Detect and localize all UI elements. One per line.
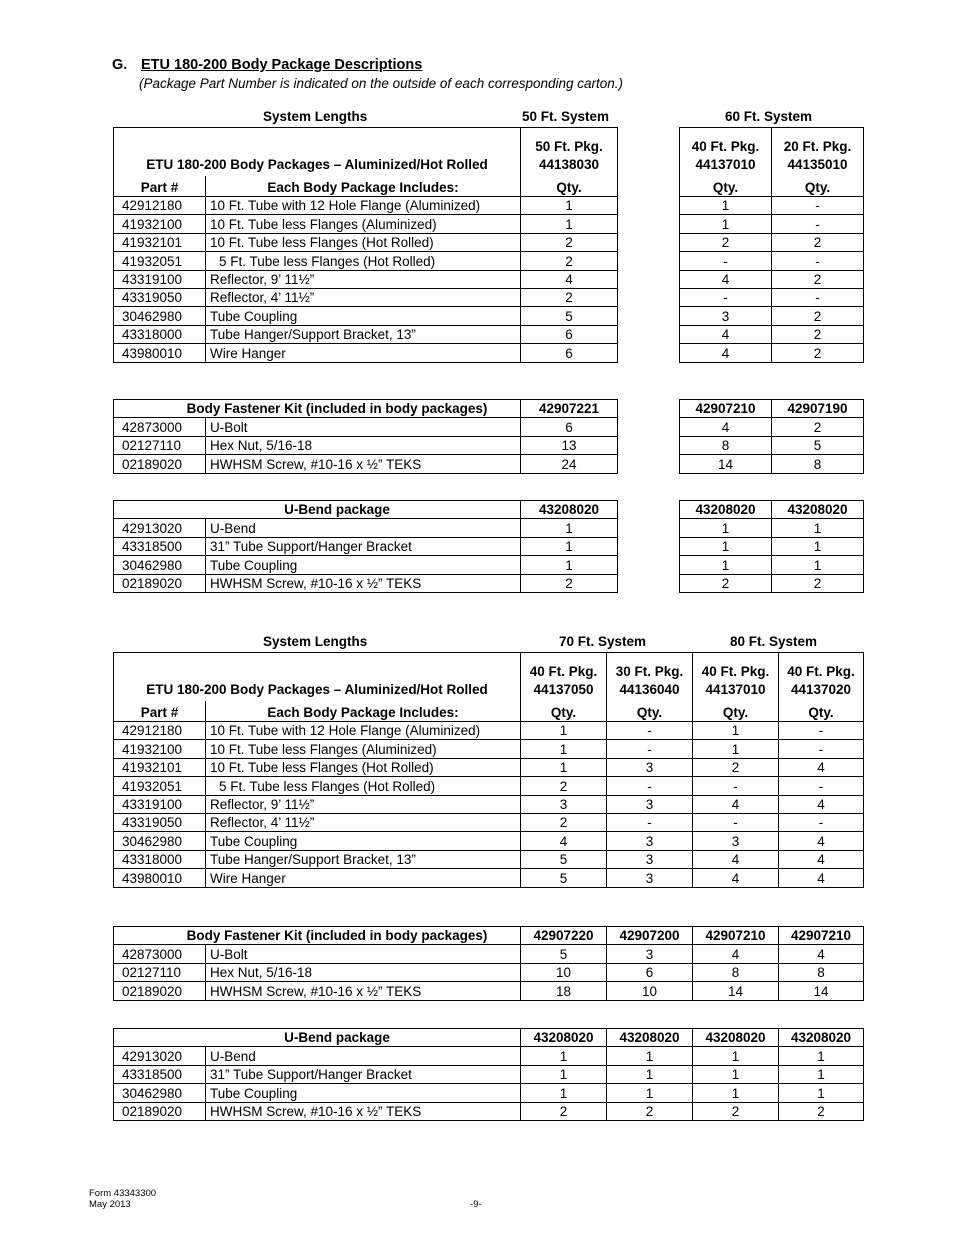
table-row <box>114 436 864 454</box>
fastener-kit-table-1 <box>113 399 864 474</box>
qty-cell: 1 <box>772 519 864 537</box>
part-number: 02189020 <box>114 982 206 1000</box>
qty-cell: 1 <box>693 740 779 758</box>
gap-cell <box>618 325 680 343</box>
part-number: 02189020 <box>114 455 206 473</box>
part-description: 10 Ft. Tube less Flanges (Aluminized) <box>206 740 521 758</box>
kit-part-number: 43208020 <box>693 1029 779 1047</box>
part-number: 43980010 <box>114 344 206 362</box>
qty-cell: 4 <box>779 850 864 868</box>
table-row <box>114 556 864 574</box>
qty-cell: 1 <box>693 1047 779 1065</box>
qty-cell: 2 <box>693 1102 779 1120</box>
qty-cell: 4 <box>680 344 772 362</box>
part-description: Reflector, 9’ 11½” <box>206 795 521 813</box>
part-description: HWHSM Screw, #10-16 x ½” TEKS <box>206 982 521 1000</box>
gap-cell <box>618 270 680 288</box>
table-row <box>114 722 864 740</box>
part-number: 43319100 <box>114 270 206 288</box>
qty-cell: 3 <box>607 869 693 887</box>
qty-cell: 2 <box>772 344 864 362</box>
section-note: (Package Part Number is indicated on the outside of each corresponding carton.) <box>139 76 624 91</box>
qty-cell: 1 <box>680 519 772 537</box>
package-header-row <box>114 653 864 702</box>
qty-cell: 4 <box>779 869 864 887</box>
part-number: 30462980 <box>114 1084 206 1102</box>
part-number: 43319050 <box>114 813 206 831</box>
qty-cell: - <box>693 777 779 795</box>
table-row <box>114 869 864 887</box>
fastener-header-row <box>114 400 864 418</box>
qty-cell: 1 <box>779 1065 864 1083</box>
table-row <box>114 832 864 850</box>
part-number: 30462980 <box>114 307 206 325</box>
table-row <box>114 537 864 555</box>
part-description: HWHSM Screw, #10-16 x ½” TEKS <box>206 455 521 473</box>
gap-cell <box>618 252 680 270</box>
body-packages-title: ETU 180-200 Body Packages – Aluminized/Hot Rolled <box>114 653 521 702</box>
part-description: 10 Ft. Tube with 12 Hole Flange (Aluminized) <box>206 722 521 740</box>
qty-cell: - <box>779 740 864 758</box>
qty-cell: 3 <box>680 307 772 325</box>
qty-cell: 2 <box>607 1102 693 1120</box>
part-description: 5 Ft. Tube less Flanges (Hot Rolled) <box>206 777 521 795</box>
qty-cell: 3 <box>607 850 693 868</box>
qty-cell: 1 <box>521 722 607 740</box>
qty-cell: 1 <box>680 537 772 555</box>
qty-cell: 14 <box>680 455 772 473</box>
table-row <box>114 455 864 473</box>
gap-cell <box>618 344 680 362</box>
part-description: 10 Ft. Tube with 12 Hole Flange (Aluminized) <box>206 197 521 215</box>
kit-part-number: 42907220 <box>521 927 607 945</box>
qty-cell: - <box>607 777 693 795</box>
qty-cell: 1 <box>607 1084 693 1102</box>
qty-cell: 2 <box>521 1102 607 1120</box>
qty-header: Qty. <box>680 176 772 197</box>
fastener-kit-title: Body Fastener Kit (included in body packages) <box>114 400 521 418</box>
fastener-kit-table-2 <box>113 926 864 1001</box>
system-group-label: 80 Ft. System <box>730 634 818 649</box>
qty-cell: 2 <box>680 574 772 592</box>
qty-cell: 4 <box>779 945 864 963</box>
qty-cell: 1 <box>607 1047 693 1065</box>
qty-cell: 4 <box>779 795 864 813</box>
part-number: 43318500 <box>114 1065 206 1083</box>
gap-cell <box>618 519 680 537</box>
qty-cell: 1 <box>521 197 618 215</box>
qty-cell: 4 <box>521 270 618 288</box>
package-header: 50 Ft. Pkg. 44138030 <box>521 128 618 177</box>
kit-part-number: 42907210 <box>693 927 779 945</box>
qty-cell: 1 <box>521 519 618 537</box>
qty-cell: 4 <box>693 795 779 813</box>
qty-cell: 5 <box>521 869 607 887</box>
part-number: 43318000 <box>114 850 206 868</box>
qty-cell: 4 <box>693 869 779 887</box>
qty-cell: 1 <box>521 1084 607 1102</box>
part-description: HWHSM Screw, #10-16 x ½” TEKS <box>206 1102 521 1120</box>
qty-cell: 2 <box>521 233 618 251</box>
body-packages-table-1 <box>113 127 864 363</box>
kit-part-number: 43208020 <box>607 1029 693 1047</box>
qty-cell: 4 <box>779 832 864 850</box>
fastener-header-row <box>114 927 864 945</box>
part-description: Reflector, 4’ 11½” <box>206 813 521 831</box>
qty-cell: 2 <box>521 813 607 831</box>
qty-cell: 3 <box>607 795 693 813</box>
qty-cell: 8 <box>779 963 864 981</box>
qty-cell: 1 <box>693 722 779 740</box>
qty-cell: 8 <box>680 436 772 454</box>
qty-cell: 4 <box>693 850 779 868</box>
qty-cell: 1 <box>680 556 772 574</box>
qty-header: Qty. <box>521 701 607 722</box>
ubend-title: U-Bend package <box>114 501 521 519</box>
part-number: 43318000 <box>114 325 206 343</box>
package-header-row <box>114 128 864 177</box>
qty-cell: 2 <box>521 252 618 270</box>
qty-cell: 1 <box>772 537 864 555</box>
part-number: 43980010 <box>114 869 206 887</box>
qty-cell: 8 <box>772 455 864 473</box>
qty-cell: 2 <box>521 288 618 306</box>
ubend-header-row <box>114 501 864 519</box>
part-number: 43319050 <box>114 288 206 306</box>
table-row <box>114 758 864 776</box>
qty-cell: - <box>779 777 864 795</box>
qty-cell: 14 <box>693 982 779 1000</box>
gap-cell <box>618 436 680 454</box>
table-row <box>114 1047 864 1065</box>
part-description: Tube Hanger/Support Bracket, 13” <box>206 325 521 343</box>
gap-cell <box>618 574 680 592</box>
table-row <box>114 270 864 288</box>
part-number: 02189020 <box>114 574 206 592</box>
part-number: 02189020 <box>114 1102 206 1120</box>
table-row <box>114 963 864 981</box>
table-row <box>114 777 864 795</box>
qty-cell: 2 <box>521 777 607 795</box>
part-description: Tube Coupling <box>206 307 521 325</box>
qty-header: Qty. <box>693 701 779 722</box>
kit-part-number: 42907210 <box>779 927 864 945</box>
part-description: HWHSM Screw, #10-16 x ½” TEKS <box>206 574 521 592</box>
qty-header: Qty. <box>607 701 693 722</box>
qty-cell: 1 <box>521 758 607 776</box>
table-row <box>114 288 864 306</box>
qty-cell: - <box>607 740 693 758</box>
qty-cell: 2 <box>779 1102 864 1120</box>
qty-cell: 1 <box>521 1065 607 1083</box>
kit-part-number: 43208020 <box>772 501 864 519</box>
package-header: 30 Ft. Pkg. 44136040 <box>607 653 693 702</box>
part-number: 42913020 <box>114 1047 206 1065</box>
table-row <box>114 307 864 325</box>
qty-cell: 4 <box>693 945 779 963</box>
part-description: 31” Tube Support/Hanger Bracket <box>206 537 521 555</box>
system-lengths-label: System Lengths <box>263 109 368 124</box>
gap-cell <box>618 400 680 418</box>
part-description: 10 Ft. Tube less Flanges (Hot Rolled) <box>206 758 521 776</box>
part-number: 42913020 <box>114 519 206 537</box>
qty-cell: - <box>680 288 772 306</box>
part-number: 02127110 <box>114 963 206 981</box>
table-row <box>114 740 864 758</box>
qty-cell: 2 <box>772 574 864 592</box>
qty-cell: - <box>693 813 779 831</box>
table-row <box>114 344 864 362</box>
qty-cell: 1 <box>680 215 772 233</box>
qty-cell: 3 <box>607 832 693 850</box>
qty-cell: 1 <box>680 197 772 215</box>
qty-cell: 1 <box>521 740 607 758</box>
table-row <box>114 325 864 343</box>
qty-cell: - <box>607 722 693 740</box>
part-description: Tube Hanger/Support Bracket, 13” <box>206 850 521 868</box>
qty-cell: 8 <box>693 963 779 981</box>
gap-cell <box>618 501 680 519</box>
part-description: Tube Coupling <box>206 556 521 574</box>
part-description: U-Bend <box>206 1047 521 1065</box>
table-row <box>114 850 864 868</box>
part-description: 10 Ft. Tube less Flanges (Hot Rolled) <box>206 233 521 251</box>
qty-cell: 2 <box>521 574 618 592</box>
ubend-header-row <box>114 1029 864 1047</box>
qty-cell: 1 <box>521 1047 607 1065</box>
table-row <box>114 813 864 831</box>
qty-cell: 5 <box>772 436 864 454</box>
kit-part-number: 43208020 <box>680 501 772 519</box>
form-number: Form 43343300 <box>89 1188 157 1199</box>
kit-part-number: 42907210 <box>680 400 772 418</box>
section-heading <box>112 57 422 73</box>
qty-cell: 6 <box>521 418 618 436</box>
part-description: 10 Ft. Tube less Flanges (Aluminized) <box>206 215 521 233</box>
part-number: 30462980 <box>114 832 206 850</box>
part-number: 41932051 <box>114 252 206 270</box>
part-number: 42873000 <box>114 945 206 963</box>
system-group-label: 50 Ft. System <box>522 109 610 124</box>
gap-cell <box>618 128 680 177</box>
part-description: Wire Hanger <box>206 869 521 887</box>
system-group-label: 70 Ft. System <box>559 634 647 649</box>
part-description: Wire Hanger <box>206 344 521 362</box>
kit-part-number: 42907190 <box>772 400 864 418</box>
body-packages-title: ETU 180-200 Body Packages – Aluminized/Hot Rolled <box>114 128 521 177</box>
gap-cell <box>618 455 680 473</box>
qty-header: Qty. <box>521 176 618 197</box>
section-title: ETU 180-200 Body Package Descriptions <box>141 57 423 73</box>
qty-cell: - <box>772 197 864 215</box>
part-number: 43318500 <box>114 537 206 555</box>
table-row <box>114 252 864 270</box>
footer-left <box>89 1188 156 1210</box>
qty-cell: 3 <box>693 832 779 850</box>
part-description: Hex Nut, 5/16-18 <box>206 963 521 981</box>
qty-cell: 1 <box>693 1065 779 1083</box>
table-row <box>114 215 864 233</box>
part-number: 42912180 <box>114 722 206 740</box>
part-description: 31” Tube Support/Hanger Bracket <box>206 1065 521 1083</box>
qty-cell: 1 <box>521 215 618 233</box>
table-row <box>114 1102 864 1120</box>
qty-cell: - <box>607 813 693 831</box>
part-number: 30462980 <box>114 556 206 574</box>
kit-part-number: 43208020 <box>521 501 618 519</box>
qty-cell: 4 <box>680 270 772 288</box>
qty-cell: 5 <box>521 307 618 325</box>
part-number: 42912180 <box>114 197 206 215</box>
package-header: 20 Ft. Pkg. 44135010 <box>772 128 864 177</box>
qty-cell: 2 <box>772 418 864 436</box>
page-number: -9- <box>470 1199 482 1210</box>
gap-cell <box>618 288 680 306</box>
kit-part-number: 42907200 <box>607 927 693 945</box>
qty-cell: 13 <box>521 436 618 454</box>
section-letter: G. <box>112 57 128 73</box>
table-row <box>114 945 864 963</box>
qty-cell: 2 <box>680 233 772 251</box>
qty-cell: 2 <box>772 233 864 251</box>
gap-cell <box>618 418 680 436</box>
qty-cell: 3 <box>607 945 693 963</box>
part-number: 41932101 <box>114 233 206 251</box>
qty-cell: 4 <box>521 832 607 850</box>
qty-cell: 3 <box>607 758 693 776</box>
part-number: 41932051 <box>114 777 206 795</box>
gap-cell <box>618 197 680 215</box>
kit-part-number: 43208020 <box>779 1029 864 1047</box>
part-column-header: Part # <box>114 176 206 197</box>
form-date: May 2013 <box>89 1199 131 1210</box>
qty-cell: 1 <box>779 1084 864 1102</box>
gap-cell <box>618 556 680 574</box>
body-packages-table-2 <box>113 652 864 888</box>
part-description: Reflector, 4’ 11½” <box>206 288 521 306</box>
kit-part-number: 43208020 <box>521 1029 607 1047</box>
table-row <box>114 197 864 215</box>
qty-cell: - <box>772 288 864 306</box>
qty-cell: - <box>779 722 864 740</box>
qty-cell: 5 <box>521 850 607 868</box>
qty-cell: 24 <box>521 455 618 473</box>
includes-column-header: Each Body Package Includes: <box>206 701 521 722</box>
qty-cell: 1 <box>521 556 618 574</box>
qty-header: Qty. <box>779 701 864 722</box>
qty-cell: 2 <box>772 307 864 325</box>
table-row <box>114 1065 864 1083</box>
qty-cell: 3 <box>521 795 607 813</box>
fastener-kit-title: Body Fastener Kit (included in body packages) <box>114 927 521 945</box>
qty-cell: 6 <box>521 325 618 343</box>
package-header: 40 Ft. Pkg. 44137020 <box>779 653 864 702</box>
gap-cell <box>618 233 680 251</box>
qty-cell: 4 <box>680 418 772 436</box>
gap-cell <box>618 537 680 555</box>
qty-cell: 6 <box>521 344 618 362</box>
qty-cell: 10 <box>607 982 693 1000</box>
system-lengths-label: System Lengths <box>263 634 368 649</box>
table-row <box>114 982 864 1000</box>
part-description: Reflector, 9’ 11½” <box>206 270 521 288</box>
part-number: 02127110 <box>114 436 206 454</box>
package-header: 40 Ft. Pkg. 44137010 <box>680 128 772 177</box>
qty-cell: 2 <box>772 270 864 288</box>
qty-cell: 6 <box>607 963 693 981</box>
qty-cell: - <box>772 252 864 270</box>
includes-column-header: Each Body Package Includes: <box>206 176 521 197</box>
part-description: U-Bolt <box>206 945 521 963</box>
part-description: U-Bolt <box>206 418 521 436</box>
table-row <box>114 795 864 813</box>
qty-cell: 1 <box>607 1065 693 1083</box>
gap-cell <box>618 215 680 233</box>
qty-cell: 1 <box>779 1047 864 1065</box>
ubend-title: U-Bend package <box>114 1029 521 1047</box>
part-column-header: Part # <box>114 701 206 722</box>
qty-cell: 10 <box>521 963 607 981</box>
kit-part-number: 42907221 <box>521 400 618 418</box>
qty-cell: 14 <box>779 982 864 1000</box>
qty-cell: 4 <box>779 758 864 776</box>
package-header: 40 Ft. Pkg. 44137050 <box>521 653 607 702</box>
table-row <box>114 574 864 592</box>
part-description: U-Bend <box>206 519 521 537</box>
package-header: 40 Ft. Pkg. 44137010 <box>693 653 779 702</box>
qty-cell: 2 <box>693 758 779 776</box>
gap-cell <box>618 307 680 325</box>
column-header-row <box>114 176 864 197</box>
table-row <box>114 1084 864 1102</box>
table-row <box>114 519 864 537</box>
qty-header: Qty. <box>772 176 864 197</box>
qty-cell: - <box>779 813 864 831</box>
part-number: 43319100 <box>114 795 206 813</box>
part-number: 41932100 <box>114 215 206 233</box>
part-description: 5 Ft. Tube less Flanges (Hot Rolled) <box>206 252 521 270</box>
qty-cell: 1 <box>521 537 618 555</box>
qty-cell: - <box>772 215 864 233</box>
part-description: Hex Nut, 5/16-18 <box>206 436 521 454</box>
system-group-label: 60 Ft. System <box>725 109 813 124</box>
qty-cell: 1 <box>693 1084 779 1102</box>
ubend-table-1 <box>113 500 864 593</box>
part-number: 42873000 <box>114 418 206 436</box>
qty-cell: - <box>680 252 772 270</box>
qty-cell: 18 <box>521 982 607 1000</box>
qty-cell: 2 <box>772 325 864 343</box>
part-number: 41932100 <box>114 740 206 758</box>
gap-cell <box>618 176 680 197</box>
qty-cell: 5 <box>521 945 607 963</box>
qty-cell: 4 <box>680 325 772 343</box>
part-description: Tube Coupling <box>206 1084 521 1102</box>
table-row <box>114 233 864 251</box>
column-header-row <box>114 701 864 722</box>
qty-cell: 1 <box>772 556 864 574</box>
part-number: 41932101 <box>114 758 206 776</box>
table-row <box>114 418 864 436</box>
ubend-table-2 <box>113 1028 864 1121</box>
part-description: Tube Coupling <box>206 832 521 850</box>
